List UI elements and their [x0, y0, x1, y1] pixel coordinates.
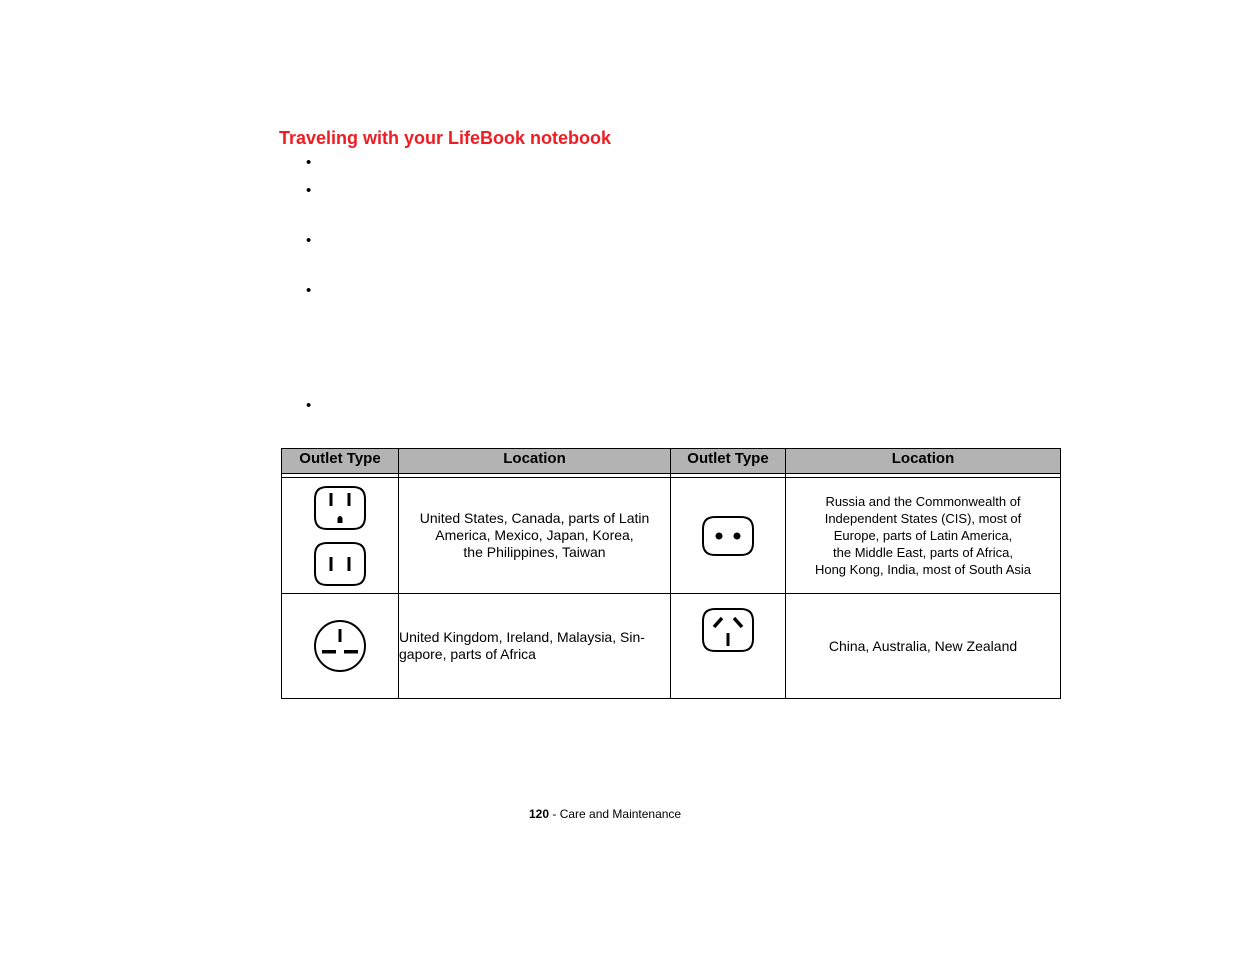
outlet-type-cell [671, 594, 786, 699]
location-cell [399, 478, 671, 594]
location-line: the Middle East, parts of Africa, [833, 545, 1013, 560]
location-line: China, Australia, New Zealand [828, 637, 1018, 654]
outlet-type-cell [282, 478, 399, 594]
location-line: United Kingdom, Ireland, Malaysia, Sin- [399, 629, 645, 645]
china-australia-outlet-icon [701, 607, 755, 653]
footer-section: - Care and Maintenance [549, 807, 682, 821]
table-row [282, 594, 1061, 699]
uk-outlet-icon [313, 619, 367, 673]
page-footer [529, 807, 681, 821]
location-line: Europe, parts of Latin America, [833, 528, 1013, 543]
header-outlet-type-1: Outlet Type [282, 449, 399, 474]
header-location-2: Location [786, 449, 1061, 474]
outlet-type-cell [282, 594, 399, 699]
location-line: Russia and the Commonwealth of [825, 494, 1021, 509]
location-cell [786, 594, 1061, 699]
header-location-1: Location [399, 449, 671, 474]
location-line: the Philippines, Taiwan [463, 544, 606, 560]
header-outlet-type-2: Outlet Type [671, 449, 786, 474]
outlet-type-cell [671, 478, 786, 594]
location-line: America, Mexico, Japan, Korea, [435, 527, 634, 543]
location-line: gapore, parts of Africa [399, 646, 536, 662]
bullet-3: • [306, 232, 312, 249]
bullet-5: • [306, 397, 312, 414]
bullet-1: • [306, 154, 312, 171]
page-number: 120 [529, 807, 550, 821]
location-line: Independent States (CIS), most of [824, 511, 1022, 526]
table-row [282, 478, 1061, 594]
location-line: United States, Canada, parts of Latin [419, 510, 650, 526]
table-header-row [282, 449, 1061, 474]
bullet-4: • [306, 282, 312, 299]
location-cell [399, 594, 671, 699]
page-heading: Traveling with your LifeBook notebook [279, 128, 612, 148]
location-cell [786, 478, 1061, 594]
outlet-table [281, 448, 1061, 699]
bullet-2: • [306, 182, 312, 199]
us-two-prong-outlet-icon [313, 541, 367, 587]
location-line: Hong Kong, India, most of South Asia [814, 562, 1032, 577]
us-grounded-outlet-icon [313, 485, 367, 531]
europe-round-pin-outlet-icon [701, 515, 755, 557]
